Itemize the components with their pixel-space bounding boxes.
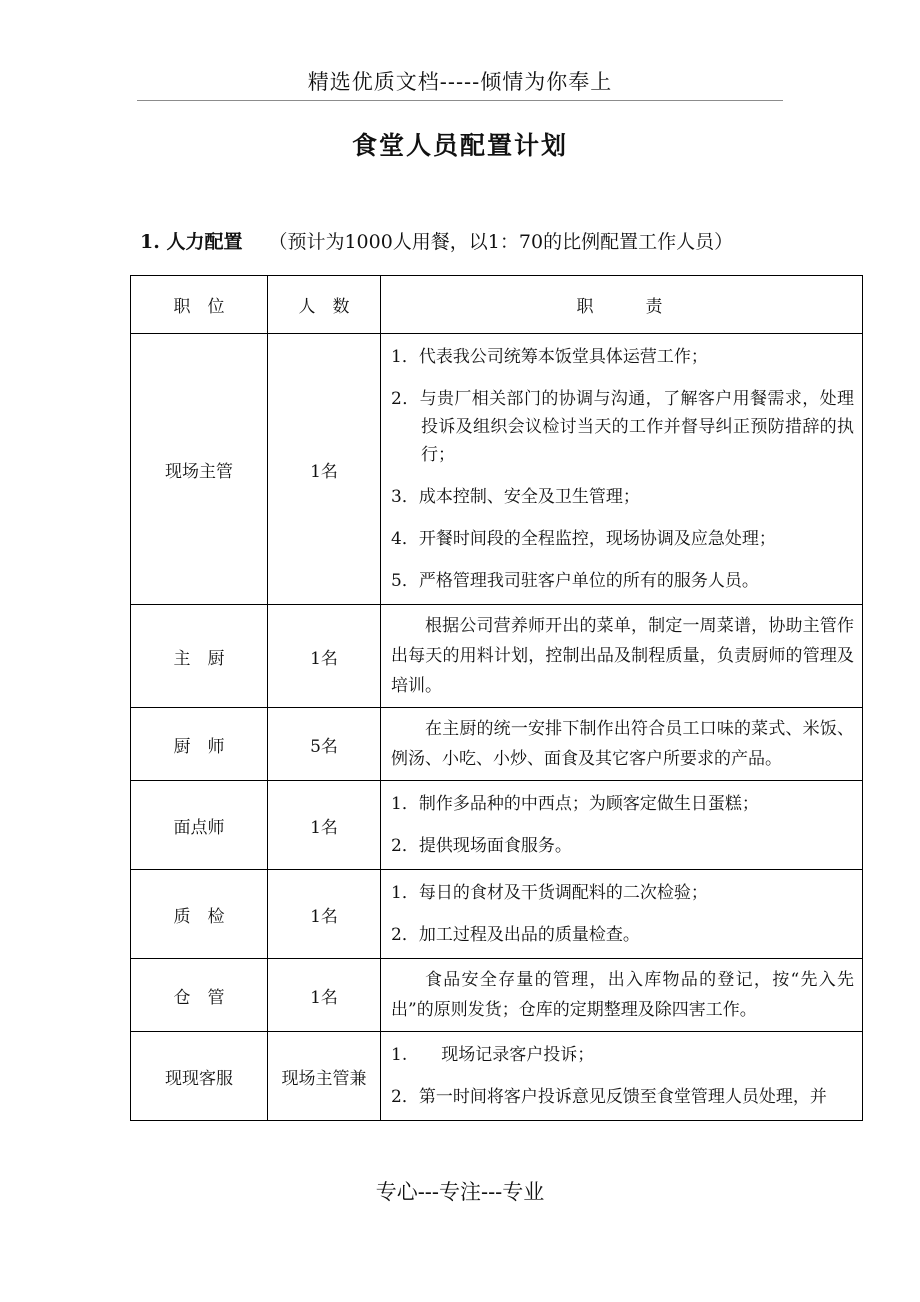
duty-item: 4．开餐时间段的全程监控，现场协调及应急处理； [391, 529, 776, 549]
count-cell: 1名 [268, 781, 381, 870]
duty-item: 1．制作多品种的中西点；为顾客定做生日蛋糕； [391, 794, 759, 814]
count-cell: 1名 [268, 605, 381, 708]
count-cell: 现场主管兼 [268, 1032, 381, 1121]
table-row [131, 605, 863, 708]
table-row [131, 1032, 863, 1121]
position-cell: 质 检 [131, 870, 268, 959]
duty-cell [381, 1032, 863, 1121]
table-row [131, 870, 863, 959]
document-title: 食堂人员配置计划 [351, 131, 568, 160]
duty-item: 1．代表我公司统筹本饭堂具体运营工作； [391, 347, 708, 367]
position-cell: 现场主管 [131, 334, 268, 605]
count-cell: 1名 [268, 334, 381, 605]
page-footer: 专心---专注---专业 [375, 1180, 545, 1204]
table-row [131, 334, 863, 605]
duty-cell [381, 870, 863, 959]
section-title: 1. 人力配置 [140, 231, 243, 253]
staffing-table [130, 275, 863, 1121]
duty-item: 1．每日的食材及干货调配料的二次检验； [391, 883, 708, 903]
column-header-count: 人 数 [268, 276, 381, 334]
position-cell: 现现客服 [131, 1032, 268, 1121]
duty-cell [381, 959, 863, 1032]
count-cell: 1名 [268, 870, 381, 959]
duty-item: 2．加工过程及出品的质量检查。 [391, 925, 640, 945]
table-row [131, 781, 863, 870]
duty-paragraph: 食品安全存量的管理，出入库物品的登记，按“先入先出”的原则发货；仓库的定期整理及除四害工作。 [391, 970, 854, 1020]
duty-cell [381, 605, 863, 708]
duty-item: 2．提供现场面食服务。 [391, 836, 572, 856]
duty-item: 5．严格管理我司驻客户单位的所有的服务人员。 [391, 571, 759, 591]
header-divider [137, 100, 783, 101]
duty-cell [381, 334, 863, 605]
position-cell: 主 厨 [131, 605, 268, 708]
position-cell: 仓 管 [131, 959, 268, 1032]
duty-item: 3．成本控制、安全及卫生管理； [391, 487, 640, 507]
duty-cell [381, 781, 863, 870]
duty-paragraph: 在主厨的统一安排下制作出符合员工口味的菜式、米饭、例汤、小吃、小炒、面食及其它客户所要求的产品。 [391, 719, 854, 769]
column-header-duty: 职 责 [381, 276, 863, 334]
column-header-position: 职 位 [131, 276, 268, 334]
table-row [131, 708, 863, 781]
duty-cell [381, 708, 863, 781]
duty-item: 2．与贵厂相关部门的协调与沟通，了解客户用餐需求，处理投诉及组织会议检讨当天的工作并督导纠正预防措辞的执行； [391, 389, 854, 465]
position-cell: 厨 师 [131, 708, 268, 781]
duty-paragraph: 根据公司营养师开出的菜单，制定一周菜谱，协助主管作出每天的用料计划，控制出品及制程质量，负责厨师的管理及培训。 [391, 616, 854, 696]
duty-item: 2．第一时间将客户投诉意见反馈至食堂管理人员处理，并 [391, 1087, 827, 1107]
position-cell: 面点师 [131, 781, 268, 870]
table-row [131, 959, 863, 1032]
count-cell: 1名 [268, 959, 381, 1032]
section-heading-staffing [140, 227, 733, 254]
duty-item: 1. 现场记录客户投诉； [391, 1045, 595, 1065]
page-header: 精选优质文档-----倾情为你奉上 [307, 70, 613, 94]
count-cell: 5名 [268, 708, 381, 781]
section-note: （预计为1000人用餐，以1：70的比例配置工作人员） [268, 231, 734, 253]
table-header-row [131, 276, 863, 334]
